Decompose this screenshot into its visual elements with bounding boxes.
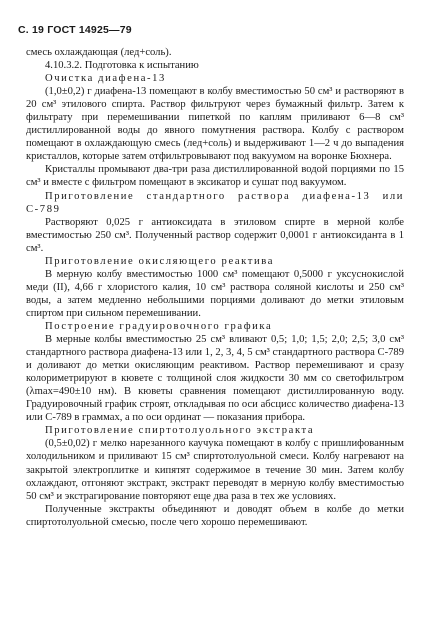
paragraph: Кристаллы промывают два-три раза дистиллированной водой порциями по 15 см³ и вместе с фильтром помещают в эксикатор и сушат под вакуумом. <box>26 164 404 189</box>
subheading: Построение градуировочного графика <box>45 320 273 332</box>
paragraph: (0,5±0,02) г мелко нарезанного каучука помещают в колбу с пришлифованным холодильником и приливают 15 см³ спиртотолуольной смеси. Колбу нагревают на закрытой электроплитке и кипятят содержимое в течение 30 мин. Затем колбу охлаждают, отгоняют экстракт, экстракт переводят в мерную колбу вместимостью 50 см³ и экстрагирование повторяют еще два раза в тех же условиях. <box>26 438 404 502</box>
paragraph: Полученные экстракты объединяют и доводят объем в колбе до метки спиртотолуольной смесью, после чего хорошо перемешивают. <box>26 503 404 528</box>
subheading: Приготовление спиртотолуольного экстракта <box>45 425 315 437</box>
paragraph: В мерную колбу вместимостью 1000 см³ помещают 0,5000 г уксуснокислой меди (II), 4,66 г хлористого калия, 10 см³ раствора соляной кислоты и 250 см³ воды, а затем медленно небольшими порциями доливают до метки этиловым спиртом при сильном перемешивании. <box>26 268 404 319</box>
paragraph: смесь охлаждающая (лед+соль). <box>26 47 172 58</box>
paragraph: В мерные колбы вместимостью 25 см³ вливают 0,5; 1,0; 1,5; 2,0; 2,5; 3,0 см³ стандартного раствора диафена-13 или 1, 2, 3, 4, 5 см³ стандартного раствора С-789 и доливают до метки окисляющим реактивом. Раствор перемешивают и сразу колориметрируют в кювете с толщиной слоя жидкости 30 мм со светофильтром (λmax=490±10 нм). В кюветы сравнения помещают дистиллированную воду. Градуировочный график строят, откладывая по оси абсцисс количество диафена-13 или С-789 в граммах, а по оси ординат — показания прибора. <box>26 334 404 424</box>
paragraph: Растворяют 0,025 г антиоксидата в этиловом спирте в мерной колбе вместимостью 250 см³. Полученный раствор содержит 0,0001 г антиоксиданта в 1 см³. <box>26 216 404 254</box>
document-body <box>26 46 404 529</box>
subheading: Приготовление окисляющего реактива <box>45 255 275 267</box>
section-number: 4.10.3.2. Подготовка к испытанию <box>45 60 199 72</box>
page-header: С. 19 ГОСТ 14925—79 <box>18 24 132 36</box>
subheading: Очистка диафена-13 <box>45 73 166 85</box>
paragraph: (1,0±0,2) г диафена-13 помещают в колбу вместимостью 50 см³ и растворяют в 20 см³ этилового спирта. Раствор фильтруют через бумажный фильтр. Затем к фильтрату при перемешивании пипеткой по каплям приливают 6—8 см³ дистиллированной воды до явного помутнения раствора. Колбу с раствором помещают в охлаждающую смесь (лед+соль) и выдерживают 1—2 ч до выпадения кристаллов, которые затем отфильтровывают под вакуумом на воронке Бюхнера. <box>26 86 404 163</box>
subheading: Приготовление стандартного раствора диафена-13 или С-789 <box>26 190 404 215</box>
